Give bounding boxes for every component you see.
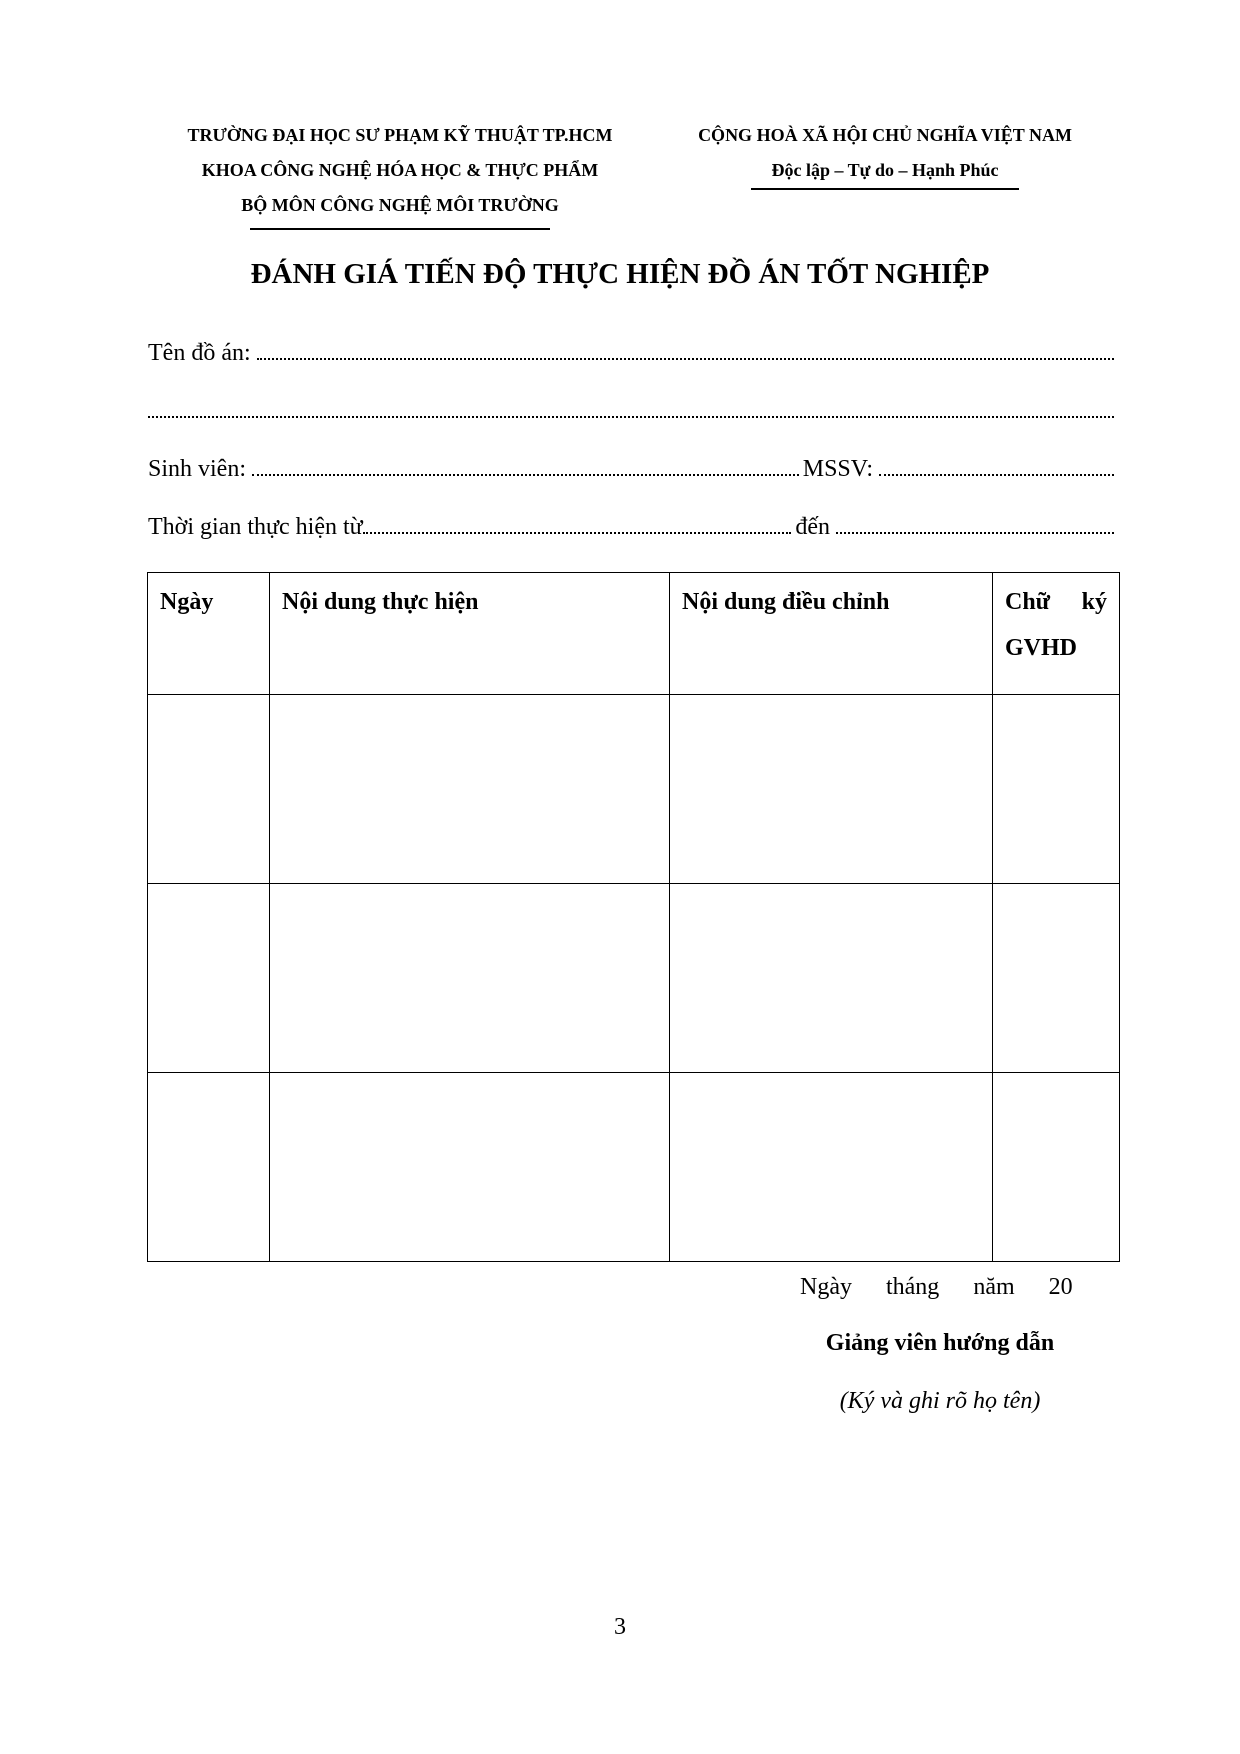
student-name-fill[interactable]: [252, 474, 799, 476]
signature-header-line1: Chữ ký: [1005, 589, 1107, 615]
duration-to-label: đến: [795, 514, 830, 540]
column-header-date: Ngày: [148, 573, 270, 695]
student-label: Sinh viên:: [148, 456, 247, 482]
column-header-work-done: Nội dung thực hiện: [270, 573, 670, 695]
date-year-label: năm: [973, 1274, 1015, 1300]
date-century-label: 20: [1048, 1274, 1073, 1300]
column-header-signature: [993, 573, 1120, 695]
work-done-cell[interactable]: [270, 1073, 670, 1262]
header-left-underline: [250, 228, 550, 230]
project-name-line: [148, 335, 1118, 367]
signer-title: Giảng viên hướng dẫn: [825, 1330, 1055, 1356]
faculty-name: KHOA CÔNG NGHỆ HÓA HỌC & THỰC PHẨM: [201, 160, 599, 180]
date-cell[interactable]: [148, 695, 270, 884]
adjustment-cell[interactable]: [670, 695, 993, 884]
signature-cell[interactable]: [993, 695, 1120, 884]
progress-table: [147, 572, 1120, 1262]
header-left: [150, 118, 650, 230]
signature-header-line2: GVHD: [1005, 635, 1077, 661]
date-cell[interactable]: [148, 884, 270, 1073]
date-day-label: Ngày: [800, 1274, 852, 1300]
duration-from-label: Thời gian thực hiện từ: [148, 514, 363, 540]
table-row: [148, 1073, 1120, 1262]
adjustment-cell[interactable]: [670, 1073, 993, 1262]
project-name-label: Tên đồ án:: [148, 340, 251, 366]
work-done-cell[interactable]: [270, 884, 670, 1073]
nation-name: CỘNG HOÀ XÃ HỘI CHỦ NGHĨA VIỆT NAM: [698, 125, 1072, 145]
student-id-label: MSSV:: [802, 456, 873, 482]
table-row: [148, 695, 1120, 884]
document-title: ĐÁNH GIÁ TIẾN ĐỘ THỰC HIỆN ĐỒ ÁN TỐT NGHIỆP: [250, 258, 990, 290]
signature-cell[interactable]: [993, 1073, 1120, 1262]
table-header-row: [148, 573, 1120, 695]
work-done-cell[interactable]: [270, 695, 670, 884]
adjustment-cell[interactable]: [670, 884, 993, 1073]
project-name-fill[interactable]: [257, 358, 1114, 360]
department-name: BỘ MÔN CÔNG NGHỆ MÔI TRƯỜNG: [241, 195, 559, 215]
national-motto: Độc lập – Tự do – Hạnh Phúc: [771, 160, 999, 180]
project-name-continuation-line: [148, 393, 1118, 425]
table-row: [148, 884, 1120, 1073]
date-cell[interactable]: [148, 1073, 270, 1262]
student-line: [148, 451, 1118, 483]
student-id-fill[interactable]: [879, 474, 1114, 476]
signature-cell[interactable]: [993, 884, 1120, 1073]
column-header-adjustments: Nội dung điều chỉnh: [670, 573, 993, 695]
header-right-underline: [751, 188, 1019, 190]
page-number: 3: [614, 1614, 626, 1640]
header-right: [670, 118, 1100, 190]
project-name-fill-continued[interactable]: [148, 416, 1114, 418]
university-name: TRƯỜNG ĐẠI HỌC SƯ PHẠM KỸ THUẬT TP.HCM: [187, 125, 613, 145]
duration-from-fill[interactable]: [363, 532, 792, 534]
duration-to-fill[interactable]: [836, 532, 1114, 534]
signing-date-line: [800, 1274, 1073, 1301]
date-month-label: tháng: [885, 1274, 940, 1300]
duration-line: [148, 509, 1118, 541]
sign-note: (Ký và ghi rõ họ tên): [839, 1388, 1041, 1414]
